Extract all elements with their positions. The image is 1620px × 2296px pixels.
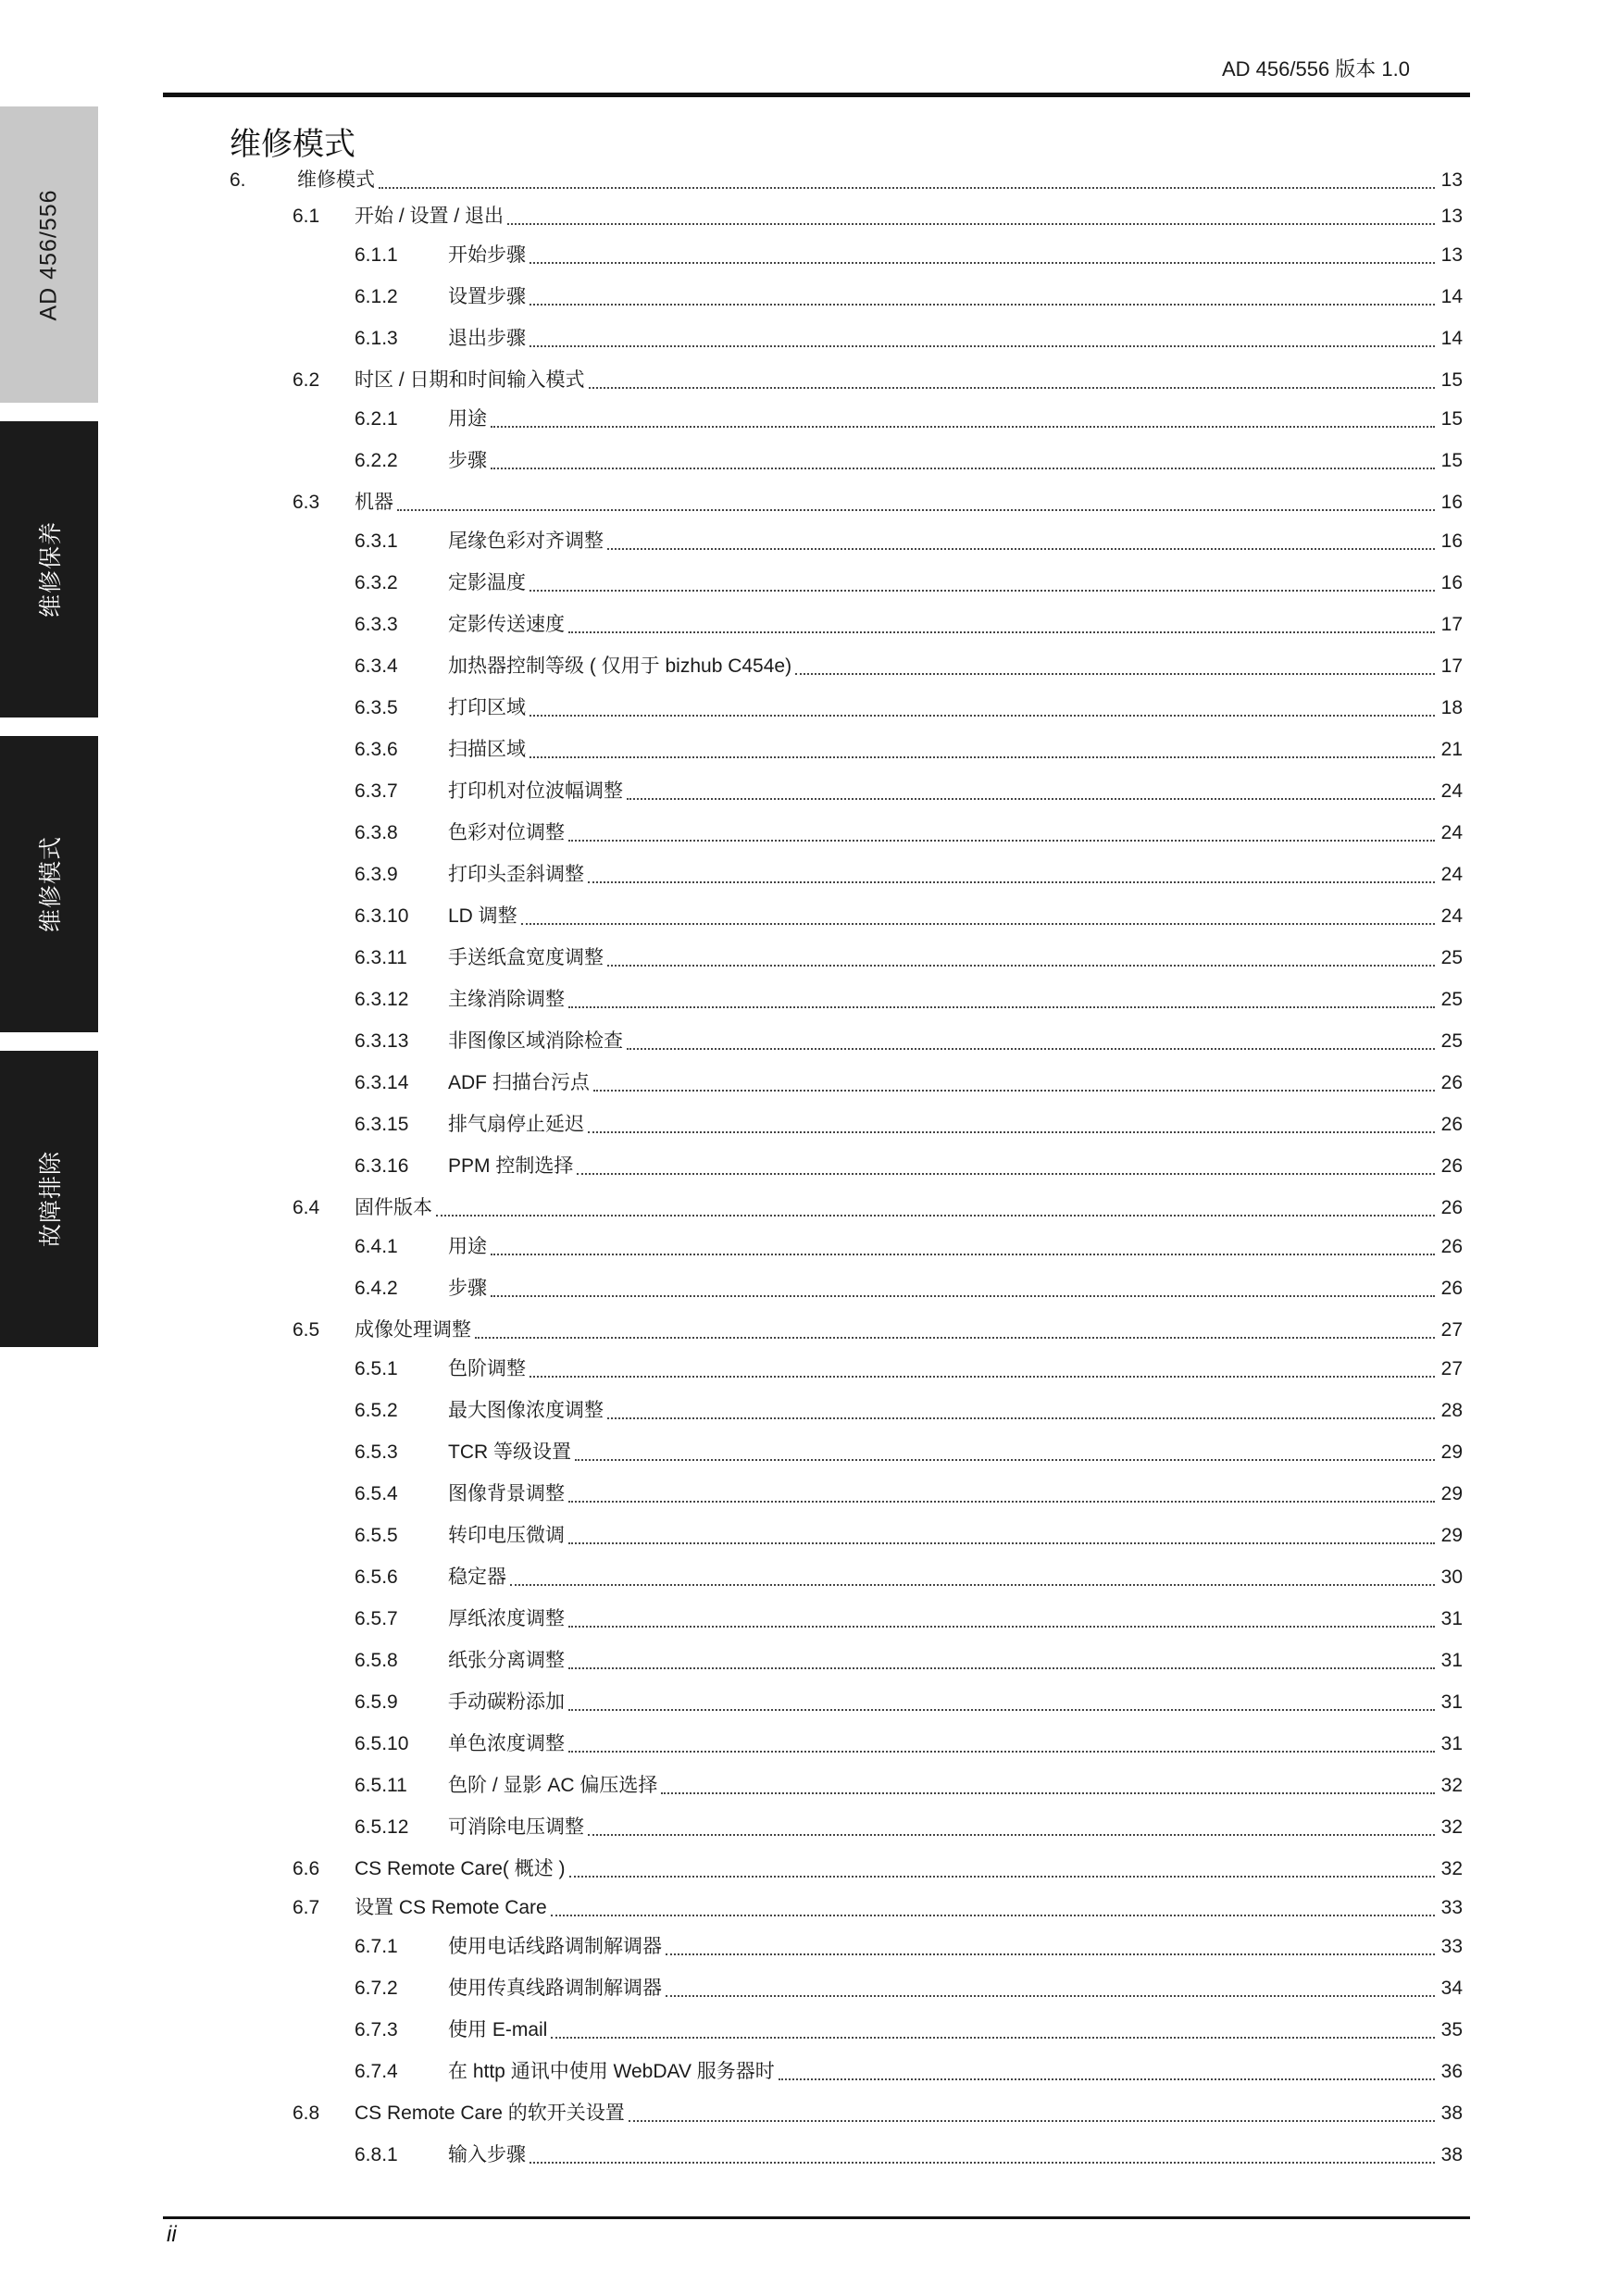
toc-entry-number: 6.5.5 xyxy=(355,1525,398,1546)
toc-entry-number: 6.5.4 xyxy=(355,1483,398,1504)
toc-entry-number: 6.2.2 xyxy=(355,450,398,471)
toc-dot-leader xyxy=(568,1743,1435,1753)
toc-entry-page: 30 xyxy=(1440,1566,1463,1588)
toc-entry[interactable] xyxy=(355,1605,1463,1633)
toc-entry-title: 维修模式 xyxy=(297,169,375,191)
footer-page-number: ii xyxy=(167,2222,177,2247)
toc-entry-number: 6.3.15 xyxy=(355,1114,409,1135)
toc-entry-number: 6.7.3 xyxy=(355,2019,398,2040)
toc-entry-number: 6.7.4 xyxy=(355,2061,398,2082)
toc-entry-page: 26 xyxy=(1440,1114,1463,1135)
toc-entry-page: 29 xyxy=(1440,1483,1463,1504)
toc-entry[interactable] xyxy=(355,1522,1463,1550)
toc-entry-title: 打印头歪斜调整 xyxy=(448,864,584,885)
toc-dot-leader xyxy=(568,1535,1435,1544)
toc-entry-number: 6.3 xyxy=(293,492,320,513)
toc-entry-title: 定影温度 xyxy=(448,572,526,593)
toc-entry-title: 使用传真线路调制解调器 xyxy=(448,1978,662,1999)
toc-entry-page: 32 xyxy=(1440,1775,1463,1796)
toc-entry-title: 尾缘色彩对齐调整 xyxy=(448,530,604,552)
section-title: 维修模式 xyxy=(230,127,355,162)
toc-dot-leader xyxy=(568,1660,1435,1669)
toc-entry[interactable] xyxy=(293,2100,1463,2128)
toc-entry-title: 主缘消除调整 xyxy=(448,989,565,1010)
toc-dot-leader xyxy=(607,957,1435,967)
toc-entry-page: 29 xyxy=(1440,1525,1463,1546)
toc-entry-title: 固件版本 xyxy=(355,1197,432,1218)
toc-entry-page: 38 xyxy=(1440,2103,1463,2124)
toc-dot-leader xyxy=(530,1368,1435,1378)
toc-entry[interactable] xyxy=(293,1194,1463,1222)
toc-entry[interactable] xyxy=(355,736,1463,764)
toc-entry-number: 6.5.12 xyxy=(355,1816,409,1838)
toc-entry-number: 6.3.12 xyxy=(355,989,409,1010)
toc-dot-leader xyxy=(521,916,1435,925)
toc-dot-leader xyxy=(593,1082,1435,1092)
toc-entry-title: 设置 CS Remote Care xyxy=(355,1897,547,1918)
toc-entry-title: 输入步骤 xyxy=(448,2144,526,2165)
toc-entry-number: 6.4 xyxy=(293,1197,320,1218)
toc-entry-number: 6.3.7 xyxy=(355,780,398,802)
toc-entry-title: CS Remote Care 的软开关设置 xyxy=(355,2103,625,2124)
toc-entry-page: 33 xyxy=(1440,1936,1463,1957)
toc-entry-number: 6.2 xyxy=(293,369,320,391)
toc-dot-leader xyxy=(627,1041,1435,1050)
toc-entry[interactable] xyxy=(355,694,1463,722)
toc-dot-leader xyxy=(661,1785,1435,1794)
toc-entry[interactable] xyxy=(355,819,1463,847)
toc-entry[interactable] xyxy=(293,203,1463,231)
toc-entry-number: 6.8 xyxy=(293,2103,320,2124)
toc-dot-leader xyxy=(530,338,1435,347)
toc-entry[interactable] xyxy=(355,1814,1463,1841)
toc-entry-title: 在 http 通讯中使用 WebDAV 服务器时 xyxy=(448,2061,775,2082)
toc-entry-title: 可消除电压调整 xyxy=(448,1816,584,1838)
footer-rule xyxy=(163,2216,1470,2219)
toc-entry-title: 色阶调整 xyxy=(448,1358,526,1379)
toc-dot-leader xyxy=(568,624,1435,633)
side-tab-label: AD 456/556 xyxy=(35,188,62,321)
toc-entry[interactable] xyxy=(355,986,1463,1014)
toc-entry[interactable] xyxy=(355,1233,1463,1261)
toc-entry-page: 31 xyxy=(1440,1650,1463,1671)
toc-entry[interactable] xyxy=(355,2058,1463,2086)
toc-entry[interactable] xyxy=(355,447,1463,475)
toc-entry-page: 28 xyxy=(1440,1400,1463,1421)
toc-entry-number: 6.5.1 xyxy=(355,1358,398,1379)
toc-entry-number: 6.5.3 xyxy=(355,1441,398,1463)
toc-entry[interactable] xyxy=(355,1730,1463,1758)
toc-entry-title: 图像背景调整 xyxy=(448,1483,565,1504)
toc-dot-leader xyxy=(510,1577,1435,1586)
toc-entry-page: 34 xyxy=(1440,1978,1463,1999)
toc-entry-number: 6.3.16 xyxy=(355,1155,409,1177)
toc-entry-title: 纸张分离调整 xyxy=(448,1650,565,1671)
toc-entry[interactable] xyxy=(293,367,1463,394)
toc-entry-number: 6.3.11 xyxy=(355,947,407,968)
toc-entry-number: 6.3.4 xyxy=(355,655,398,677)
toc-entry-number: 6.3.1 xyxy=(355,530,398,552)
toc-entry-page: 25 xyxy=(1440,1030,1463,1052)
toc-entry[interactable] xyxy=(355,944,1463,972)
toc-entry-number: 6.3.5 xyxy=(355,697,398,718)
toc-dot-leader xyxy=(569,1868,1435,1878)
toc-entry-title: 开始步骤 xyxy=(448,244,526,266)
toc-entry-page: 31 xyxy=(1440,1608,1463,1629)
toc-entry[interactable] xyxy=(230,167,1463,194)
toc-dot-leader xyxy=(666,1946,1435,1955)
toc-entry-page: 16 xyxy=(1440,572,1463,593)
toc-entry-page: 26 xyxy=(1440,1197,1463,1218)
toc-entry-number: 6.3.10 xyxy=(355,905,409,927)
toc-entry-number: 6.5.6 xyxy=(355,1566,398,1588)
toc-entry-page: 16 xyxy=(1440,492,1463,513)
toc-dot-leader xyxy=(627,791,1435,800)
side-tab-label: 故障排除 xyxy=(37,1150,64,1248)
toc-dot-leader xyxy=(568,832,1435,842)
toc-entry[interactable] xyxy=(355,1355,1463,1383)
toc-entry-title: 手动碳粉添加 xyxy=(448,1691,565,1713)
toc-entry-title: 用途 xyxy=(448,408,487,430)
toc-entry-number: 6.5.9 xyxy=(355,1691,398,1713)
toc-entry-number: 6.5.8 xyxy=(355,1650,398,1671)
toc-entry-number: 6.3.13 xyxy=(355,1030,409,1052)
toc-entry[interactable] xyxy=(355,903,1463,930)
toc-dot-leader xyxy=(475,1329,1435,1339)
toc-entry-title: 用途 xyxy=(448,1236,487,1257)
toc-dot-leader xyxy=(607,1410,1435,1419)
toc-entry-page: 15 xyxy=(1440,408,1463,430)
toc-entry-page: 14 xyxy=(1440,328,1463,349)
toc-entry-number: 6.3.6 xyxy=(355,739,398,760)
toc-entry-title: PPM 控制选择 xyxy=(448,1155,574,1177)
toc-entry[interactable] xyxy=(355,528,1463,555)
toc-entry-number: 6.8.1 xyxy=(355,2144,398,2165)
toc-entry[interactable] xyxy=(293,1894,1463,1922)
toc-entry-title: 最大图像浓度调整 xyxy=(448,1400,604,1421)
toc-entry-number: 6.3.8 xyxy=(355,822,398,843)
toc-entry-page: 32 xyxy=(1440,1816,1463,1838)
toc-dot-leader xyxy=(588,1827,1435,1836)
toc-entry-title: 厚纸浓度调整 xyxy=(448,1608,565,1629)
toc-entry-title: 机器 xyxy=(355,492,393,513)
toc-entry[interactable] xyxy=(355,283,1463,311)
toc-entry[interactable] xyxy=(293,489,1463,517)
toc-dot-leader xyxy=(779,2071,1435,2080)
toc-entry-number: 6.3.14 xyxy=(355,1072,409,1093)
toc-entry-page: 31 xyxy=(1440,1691,1463,1713)
toc-entry[interactable] xyxy=(355,1480,1463,1508)
toc-entry-title: 开始 / 设置 / 退出 xyxy=(355,206,505,227)
toc-entry-title: CS Remote Care( 概述 ) xyxy=(355,1858,566,1879)
toc-entry[interactable] xyxy=(355,569,1463,597)
toc-dot-leader xyxy=(551,1907,1435,1916)
toc-entry-page: 25 xyxy=(1440,947,1463,968)
toc-entry-number: 6.2.1 xyxy=(355,408,398,430)
toc-dot-leader xyxy=(666,1988,1435,1997)
toc-entry-page: 35 xyxy=(1440,2019,1463,2040)
toc-entry[interactable] xyxy=(355,1439,1463,1466)
toc-dot-leader xyxy=(397,502,1435,511)
toc-entry[interactable] xyxy=(355,1275,1463,1303)
toc-entry-page: 25 xyxy=(1440,989,1463,1010)
toc-entry-title: 步骤 xyxy=(448,450,487,471)
toc-dot-leader xyxy=(551,2029,1435,2039)
toc-entry-number: 6.5 xyxy=(293,1319,320,1341)
toc-entry-page: 13 xyxy=(1440,206,1463,227)
toc-entry-page: 14 xyxy=(1440,286,1463,307)
toc-entry[interactable] xyxy=(355,325,1463,353)
toc-entry-page: 24 xyxy=(1440,864,1463,885)
toc-dot-leader xyxy=(379,180,1435,189)
toc-entry-number: 6.5.11 xyxy=(355,1775,407,1796)
toc-entry[interactable] xyxy=(355,1397,1463,1425)
header-title: AD 456/556 版本 1.0 xyxy=(1221,57,1410,81)
toc-entry-number: 6.4.2 xyxy=(355,1278,398,1299)
toc-entry-page: 32 xyxy=(1440,1858,1463,1879)
toc-dot-leader xyxy=(568,1493,1435,1503)
toc-entry-number: 6.5.2 xyxy=(355,1400,398,1421)
toc-entry-number: 6. xyxy=(230,169,246,191)
toc-entry-page: 17 xyxy=(1440,614,1463,635)
toc-entry-title: 加热器控制等级 ( 仅用于 bizhub C454e) xyxy=(448,655,792,677)
toc-entry-number: 6.1.3 xyxy=(355,328,398,349)
toc-entry[interactable] xyxy=(355,1028,1463,1055)
toc-entry[interactable] xyxy=(355,1564,1463,1591)
toc-entry-number: 6.1.1 xyxy=(355,244,398,266)
toc-dot-leader xyxy=(530,296,1435,306)
toc-entry[interactable] xyxy=(355,1975,1463,2003)
toc-dot-leader xyxy=(577,1166,1435,1175)
toc-dot-leader xyxy=(607,541,1435,550)
toc-dot-leader xyxy=(589,380,1435,389)
toc-entry-title: TCR 等级设置 xyxy=(448,1441,571,1463)
toc-entry[interactable] xyxy=(355,1069,1463,1097)
toc-entry-number: 6.7 xyxy=(293,1897,320,1918)
toc-dot-leader xyxy=(588,874,1435,883)
toc-entry-page: 33 xyxy=(1440,1897,1463,1918)
toc-entry-page: 15 xyxy=(1440,369,1463,391)
toc-entry-page: 27 xyxy=(1440,1358,1463,1379)
toc-dot-leader xyxy=(575,1452,1435,1461)
toc-entry-number: 6.4.1 xyxy=(355,1236,398,1257)
toc-entry-title: 转印电压微调 xyxy=(448,1525,565,1546)
toc-entry-page: 24 xyxy=(1440,780,1463,802)
toc-entry-page: 17 xyxy=(1440,655,1463,677)
toc-entry-page: 26 xyxy=(1440,1072,1463,1093)
toc-dot-leader xyxy=(436,1207,1435,1217)
toc-dot-leader xyxy=(530,707,1435,717)
toc-entry-page: 24 xyxy=(1440,905,1463,927)
toc-entry-page: 21 xyxy=(1440,739,1463,760)
toc-entry-title: 打印机对位波幅调整 xyxy=(448,780,623,802)
toc-entry-title: 色彩对位调整 xyxy=(448,822,565,843)
toc-entry-page: 18 xyxy=(1440,697,1463,718)
toc-entry-page: 13 xyxy=(1440,169,1463,191)
toc-entry-number: 6.1.2 xyxy=(355,286,398,307)
toc-entry[interactable] xyxy=(355,1772,1463,1800)
side-tab-label: 维修模式 xyxy=(37,835,64,933)
toc-entry-page: 26 xyxy=(1440,1236,1463,1257)
toc-entry-page: 24 xyxy=(1440,822,1463,843)
toc-dot-leader xyxy=(491,1288,1435,1297)
toc-entry-page: 38 xyxy=(1440,2144,1463,2165)
toc-entry-number: 6.6 xyxy=(293,1858,320,1879)
toc-entry-title: 时区 / 日期和时间输入模式 xyxy=(355,369,585,391)
toc-entry-title: 色阶 / 显影 AC 偏压选择 xyxy=(448,1775,658,1796)
toc-entry-title: 使用 E-mail xyxy=(448,2019,548,2040)
toc-dot-leader xyxy=(568,1618,1435,1628)
toc-entry-title: 打印区域 xyxy=(448,697,526,718)
toc-entry[interactable] xyxy=(355,1647,1463,1675)
toc-entry[interactable] xyxy=(355,242,1463,269)
toc-dot-leader xyxy=(530,582,1435,592)
toc-dot-leader xyxy=(507,216,1435,225)
side-tab-label: 维修保养 xyxy=(37,520,64,618)
toc-entry-title: 步骤 xyxy=(448,1278,487,1299)
toc-entry-page: 29 xyxy=(1440,1441,1463,1463)
toc-entry-number: 6.3.9 xyxy=(355,864,398,885)
toc-entry[interactable] xyxy=(355,2141,1463,2169)
toc-entry-page: 36 xyxy=(1440,2061,1463,2082)
toc-entry-number: 6.7.2 xyxy=(355,1978,398,1999)
toc-dot-leader xyxy=(491,1246,1435,1255)
toc-entry-title: 非图像区域消除检查 xyxy=(448,1030,623,1052)
toc-entry-page: 13 xyxy=(1440,244,1463,266)
toc-entry-title: ADF 扫描台污点 xyxy=(448,1072,590,1093)
toc-entry[interactable] xyxy=(355,1689,1463,1716)
toc-entry-number: 6.5.10 xyxy=(355,1733,409,1754)
toc-dot-leader xyxy=(530,749,1435,758)
toc-dot-leader xyxy=(530,255,1435,264)
toc-entry[interactable] xyxy=(293,1855,1463,1883)
toc-dot-leader xyxy=(491,418,1435,428)
toc-entry-number: 6.3.2 xyxy=(355,572,398,593)
toc-dot-leader xyxy=(629,2113,1435,2122)
toc-entry[interactable] xyxy=(355,611,1463,639)
toc-dot-leader xyxy=(588,1124,1435,1133)
toc-entry[interactable] xyxy=(355,2016,1463,2044)
toc-entry-title: 单色浓度调整 xyxy=(448,1733,565,1754)
toc-entry-title: 扫描区域 xyxy=(448,739,526,760)
toc-entry[interactable] xyxy=(293,1316,1463,1344)
toc-entry[interactable] xyxy=(355,653,1463,680)
toc-entry-page: 16 xyxy=(1440,530,1463,552)
toc-entry-title: 排气扇停止延迟 xyxy=(448,1114,584,1135)
toc-entry[interactable] xyxy=(355,1153,1463,1180)
toc-entry-title: 手送纸盒宽度调整 xyxy=(448,947,604,968)
toc-entry-page: 26 xyxy=(1440,1278,1463,1299)
toc-dot-leader xyxy=(568,999,1435,1008)
toc-entry[interactable] xyxy=(355,406,1463,433)
toc-entry-number: 6.1 xyxy=(293,206,320,227)
toc-entry-number: 6.7.1 xyxy=(355,1936,398,1957)
toc-dot-leader xyxy=(568,1702,1435,1711)
toc-entry-page: 15 xyxy=(1440,450,1463,471)
toc-entry-title: 成像处理调整 xyxy=(355,1319,471,1341)
toc-entry-title: 退出步骤 xyxy=(448,328,526,349)
toc-entry[interactable] xyxy=(355,861,1463,889)
toc-entry[interactable] xyxy=(355,1111,1463,1139)
toc-dot-leader xyxy=(530,2154,1435,2164)
toc-entry-title: 稳定器 xyxy=(448,1566,506,1588)
toc-entry-number: 6.5.7 xyxy=(355,1608,398,1629)
toc-entry-title: LD 调整 xyxy=(448,905,517,927)
toc-entry-title: 定影传送速度 xyxy=(448,614,565,635)
toc-entry-page: 27 xyxy=(1440,1319,1463,1341)
toc-entry[interactable] xyxy=(355,778,1463,805)
toc-entry-title: 设置步骤 xyxy=(448,286,526,307)
toc-entry-page: 26 xyxy=(1440,1155,1463,1177)
toc-dot-leader xyxy=(491,460,1435,469)
toc-entry-number: 6.3.3 xyxy=(355,614,398,635)
toc-dot-leader xyxy=(795,666,1435,675)
toc-entry[interactable] xyxy=(355,1933,1463,1961)
toc-entry-title: 使用电话线路调制解调器 xyxy=(448,1936,662,1957)
toc-entry-page: 31 xyxy=(1440,1733,1463,1754)
